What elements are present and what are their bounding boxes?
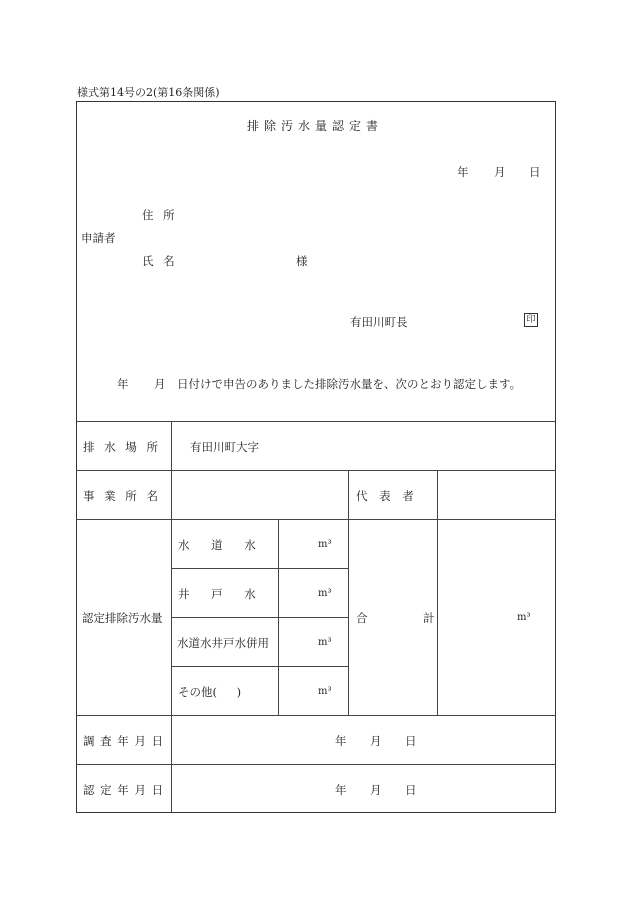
total-unit: m³ xyxy=(517,612,531,623)
source-unit-well-water: m³ xyxy=(318,588,332,599)
notice-year: 年 xyxy=(117,377,129,391)
issue-date-year: 年 xyxy=(457,165,469,179)
issue-date-month: 月 xyxy=(494,165,506,179)
certification-date-year: 年 xyxy=(335,783,347,797)
form-number-label: 様式第14号の2(第16条関係) xyxy=(77,86,220,99)
source-label-combined: 水道水井戸水併用 xyxy=(177,636,269,650)
representative-label: 代 表 者 xyxy=(356,489,414,503)
divider-source3 xyxy=(171,666,348,667)
source-unit-tap-water: m³ xyxy=(318,539,332,550)
survey-date-month: 月 xyxy=(370,734,382,748)
column-divider-middle xyxy=(348,470,349,715)
certification-date-label: 認 定 年 月 日 xyxy=(83,783,164,797)
source-unit-combined: m³ xyxy=(318,637,332,648)
document-title: 排除汚水量認定書 xyxy=(247,119,384,133)
name-label: 氏 名 xyxy=(142,254,175,268)
divider-header xyxy=(76,421,556,422)
seal-mark: 印 xyxy=(524,313,538,327)
source-unit-other: m³ xyxy=(318,686,332,697)
source-label-tap-water: 水 道 水 xyxy=(178,538,256,552)
column-divider-right xyxy=(437,470,438,715)
divider-row4 xyxy=(76,764,556,765)
honorific: 様 xyxy=(296,254,308,268)
column-divider-label xyxy=(171,421,172,813)
survey-date-day: 日 xyxy=(405,734,417,748)
divider-row3 xyxy=(76,715,556,716)
notice-text: 日付けで申告のありました排除汚水量を、次のとおり認定します。 xyxy=(177,377,522,391)
applicant-label: 申請者 xyxy=(81,231,116,245)
divider-row2 xyxy=(76,519,556,520)
drain-location-value: 有田川町大字 xyxy=(190,440,259,454)
survey-date-year: 年 xyxy=(335,734,347,748)
drain-location-label: 排 水 場 所 xyxy=(83,440,158,454)
issue-date-day: 日 xyxy=(529,165,541,179)
certification-date-day: 日 xyxy=(405,783,417,797)
source-label-well-water: 井 戸 水 xyxy=(178,587,256,601)
certified-volume-label: 認定排除汚水量 xyxy=(82,611,163,625)
notice-month: 月 xyxy=(154,377,166,391)
divider-source1 xyxy=(171,568,348,569)
issuer-name: 有田川町長 xyxy=(350,315,408,329)
certification-date-month: 月 xyxy=(370,783,382,797)
divider-row1 xyxy=(76,470,556,471)
source-label-other: その他( ) xyxy=(178,685,242,699)
business-name-label: 事 業 所 名 xyxy=(83,489,158,503)
survey-date-label: 調 査 年 月 日 xyxy=(83,734,164,748)
total-label: 合 計 xyxy=(356,611,435,625)
divider-source2 xyxy=(171,617,348,618)
address-label: 住 所 xyxy=(142,208,175,222)
column-divider-unit xyxy=(278,519,279,715)
